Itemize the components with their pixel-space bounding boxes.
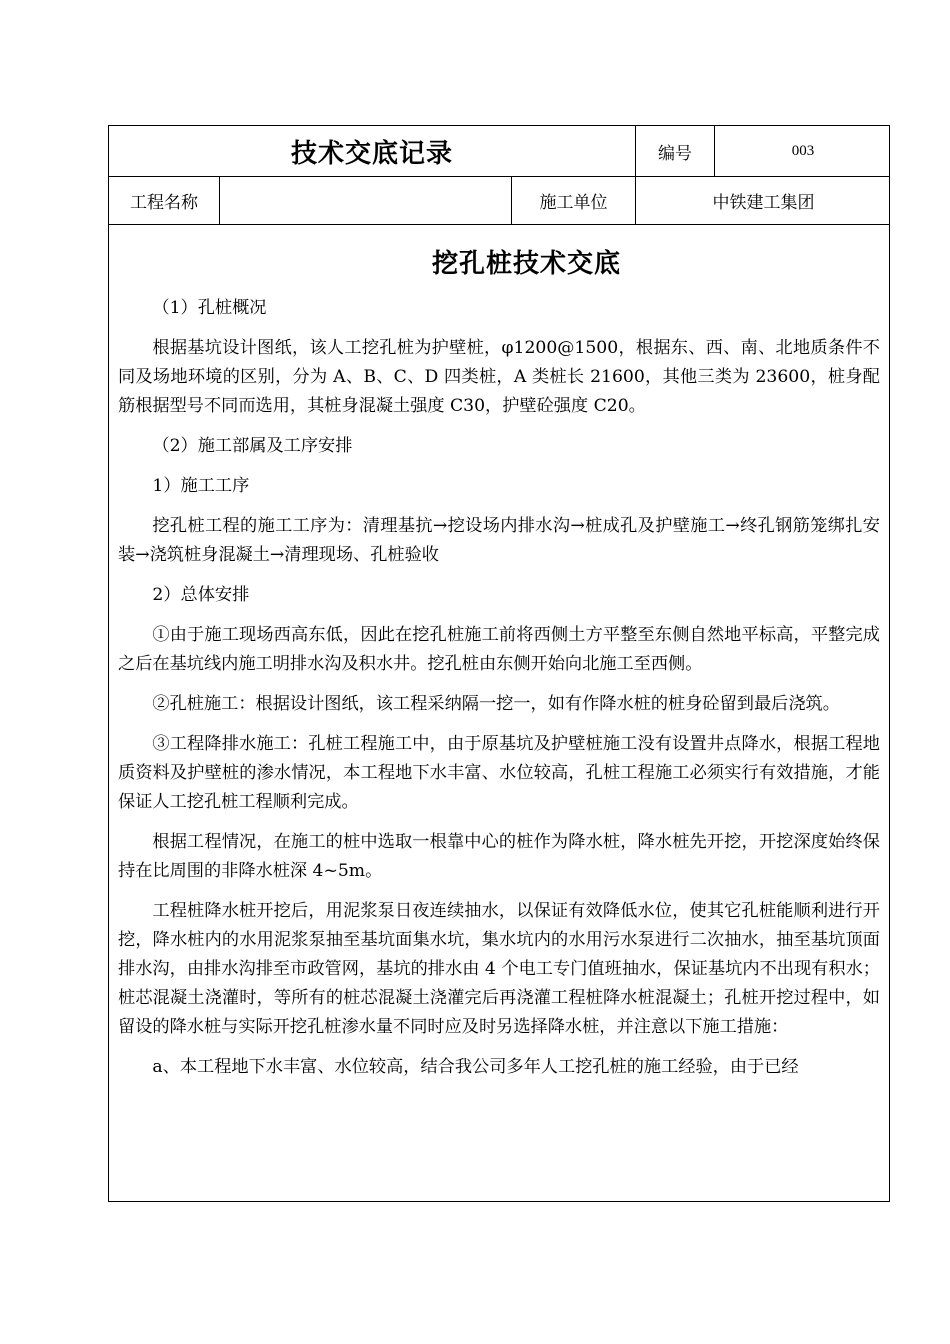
header-row-title	[109, 126, 889, 177]
paragraph: 工程桩降水桩开挖后，用泥浆泵日夜连续抽水，以保证有效降低水位，使其它孔桩能顺利进行开挖，降水桩内的水用泥浆泵抽至基坑面集水坑，集水坑内的水用污水泵进行二次抽水，抽至基坑顶面排水沟，由排水沟排至市政管网，基坑的排水由 4 个电工专门值班抽水，保证基坑内不出现有积水；桩芯混凝土浇灌时，等所有的桩芯混凝土浇灌完后再浇灌工程桩降水桩混凝土；孔桩开挖过程中，如留设的降水桩与实际开挖孔桩渗水量不同时应及时另选择降水桩，并注意以下施工措施：	[118, 901, 880, 1037]
section-heading: （2）施工部属及工序安排	[152, 436, 353, 456]
record-title: 技术交底记录	[290, 138, 453, 169]
number-label: 编号	[658, 143, 692, 164]
project-label: 工程名称	[130, 193, 198, 213]
disclosure-record-table	[108, 125, 890, 1202]
paragraph: ②孔桩施工：根据设计图纸，该工程采纳隔一挖一，如有作降水桩的桩身砼留到最后浇筑。	[152, 694, 840, 714]
document-title: 挖孔桩技术交底	[431, 249, 621, 279]
paragraph: a、本工程地下水丰富、水位较高，结合我公司多年人工挖孔桩的施工经验，由于已经	[152, 1057, 799, 1077]
disclosure-body	[109, 225, 889, 1093]
paragraph: 根据工程情况，在施工的桩中选取一根靠中心的桩作为降水桩，降水桩先开挖，开挖深度始终保持在比周围的非降水桩深 4~5m。	[118, 832, 880, 881]
paragraph: 挖孔桩工程的施工工序为：清理基抗→挖设场内排水沟→桩成孔及护壁施工→终孔钢筋笼绑扎安装→浇筑桩身混凝土→清理现场、孔桩验收	[118, 516, 880, 565]
number-value-cell	[715, 126, 890, 176]
unit-value-cell	[636, 177, 890, 224]
project-label-cell	[109, 177, 220, 224]
project-value-cell	[220, 177, 512, 224]
header-row-project	[109, 177, 889, 225]
subsection-heading: 1）施工工序	[152, 476, 250, 496]
unit-label-cell	[512, 177, 636, 224]
unit-value: 中铁建工集团	[712, 193, 815, 213]
number-label-cell	[636, 126, 715, 176]
number-value: 003	[791, 142, 815, 159]
subsection-heading: 2）总体安排	[152, 585, 250, 605]
section-heading: （1）孔桩概况	[152, 298, 267, 318]
record-title-cell	[109, 126, 636, 176]
paragraph: ③工程降排水施工：孔桩工程施工中，由于原基坑及护壁桩施工没有设置井点降水，根据工程地质资料及护壁桩的渗水情况，本工程地下水丰富、水位较高，孔桩工程施工必须实行有效措施，才能保证人工挖孔桩工程顺利完成。	[118, 734, 880, 812]
paragraph: 根据基坑设计图纸，该人工挖孔桩为护壁桩，φ1200@1500，根据东、西、南、北地质条件不同及场地环境的区别，分为 A、B、C、D 四类桩，A 类桩长 21600，其他三类为 23600，桩身配筋根据型号不同而选用，其桩身混凝土强度 C30，护壁砼强度 C20。	[118, 338, 880, 416]
unit-label: 施工单位	[539, 193, 608, 213]
paragraph: ①由于施工现场西高东低，因此在挖孔桩施工前将西侧土方平整至东侧自然地平标高，平整完成之后在基坑线内施工明排水沟及积水井。挖孔桩由东侧开始向北施工至西侧。	[118, 625, 880, 674]
